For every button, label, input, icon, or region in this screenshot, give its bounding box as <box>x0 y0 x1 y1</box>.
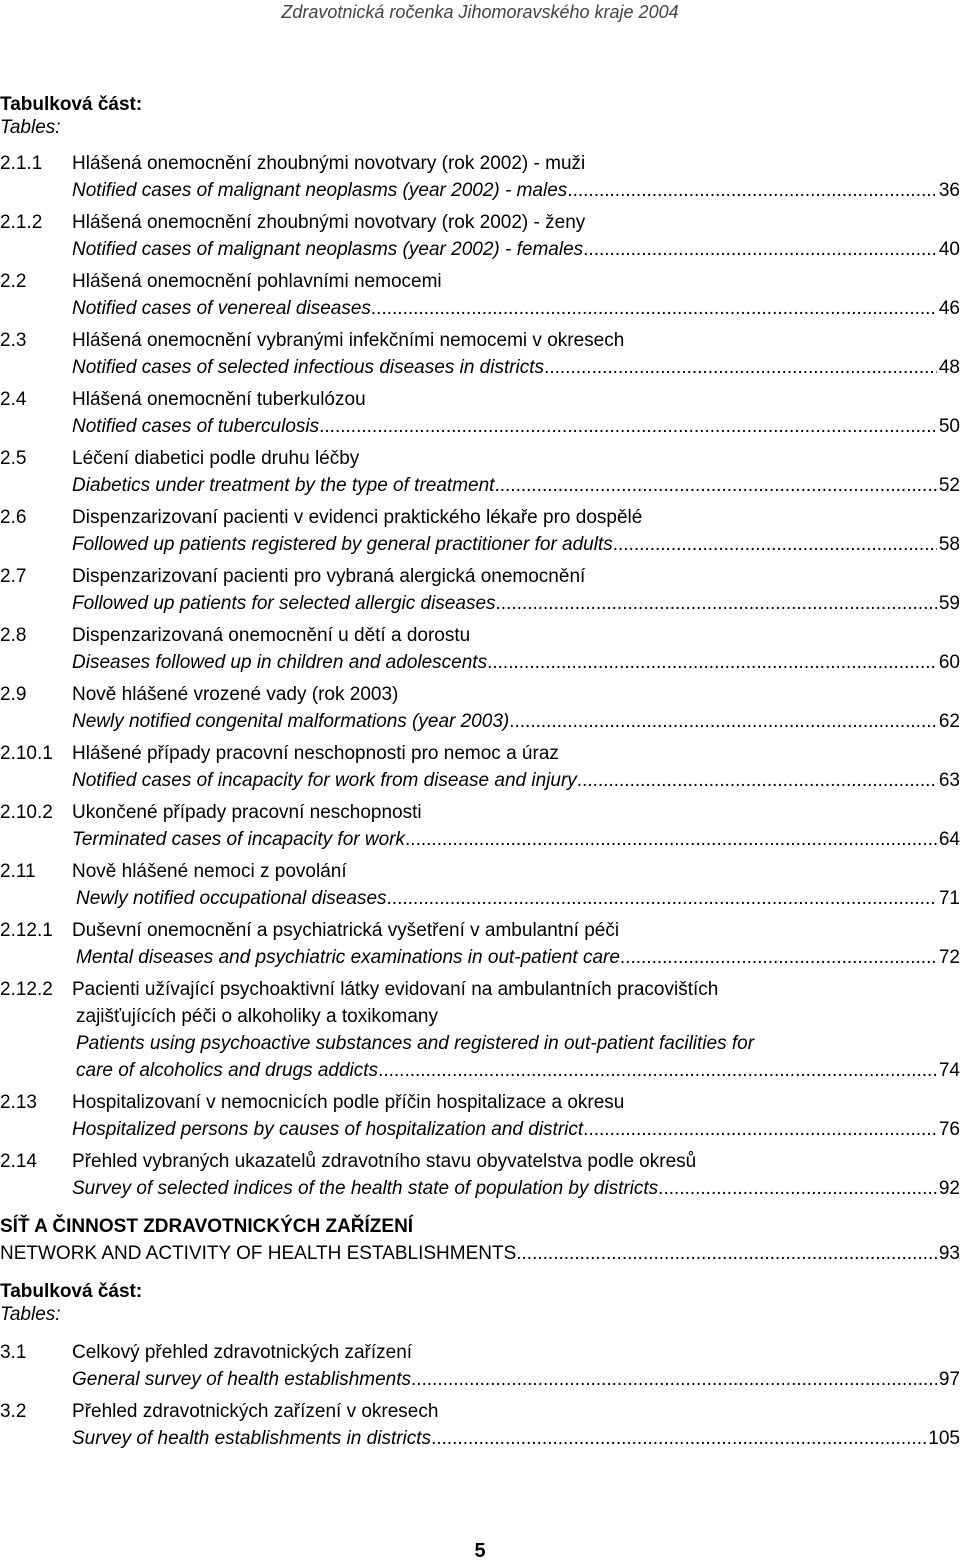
entry-number: 2.6 <box>0 507 27 528</box>
toc-entry-2-14[interactable] <box>0 1148 960 1202</box>
entry-number: 2.3 <box>0 330 27 351</box>
entry-title-cz: Léčení diabetici podle druhu léčby <box>72 448 360 469</box>
toc-entry-3-2[interactable] <box>0 1398 960 1452</box>
entry-title-cz: Nově hlášené vrozené vady (rok 2003) <box>72 684 399 705</box>
tables-heading-2-en: Tables: <box>0 1304 61 1325</box>
entry-page: 74 <box>938 1060 960 1081</box>
entry-page: 71 <box>938 888 960 909</box>
entry-title-en: Notified cases of malignant neoplasms (year 2002) - males <box>72 180 568 201</box>
entry-page: 64 <box>938 829 960 850</box>
toc-entry-2-6[interactable] <box>0 504 960 558</box>
dot-leader <box>613 531 937 558</box>
entry-number: 2.12.1 <box>0 920 53 941</box>
dot-leader <box>509 708 937 735</box>
entry-title-en: Followed up patients for selected allergic diseases <box>72 593 496 614</box>
tables-heading-2-cz: Tabulková část: <box>0 1281 143 1302</box>
entry-title-en: Notified cases of venereal diseases <box>72 298 371 319</box>
entry-title-en: Notified cases of malignant neoplasms (year 2002) - females <box>72 239 584 260</box>
tables-heading-2 <box>0 1281 960 1327</box>
entry-title-en: Diabetics under treatment by the type of treatment <box>72 475 495 496</box>
entry-number: 3.1 <box>0 1342 27 1363</box>
entry-title-en: Survey of health establishments in districts <box>72 1428 432 1449</box>
toc-entry-3-1[interactable] <box>0 1339 960 1393</box>
toc-entry-2-12-1[interactable] <box>0 917 960 971</box>
entry-number: 2.1.2 <box>0 212 43 233</box>
entry-page: 72 <box>938 947 960 968</box>
entry-title-cz: Dispenzarizovaná onemocnění u dětí a dorostu <box>72 625 471 646</box>
entry-title-en: Notified cases of incapacity for work from disease and injury <box>72 770 577 791</box>
entry-number: 2.9 <box>0 684 27 705</box>
entry-title-en: Survey of selected indices of the health state of population by districts <box>72 1178 659 1199</box>
entry-title-en: Mental diseases and psychiatric examinations in out-patient care <box>76 947 620 968</box>
dot-leader <box>583 1116 937 1143</box>
entry-number: 2.10.2 <box>0 802 53 823</box>
tables-heading <box>0 94 960 140</box>
tables-heading-cz: Tabulková část: <box>0 94 143 115</box>
toc-entry-2-1-1[interactable] <box>0 150 960 204</box>
entry-title-cz: Hlášená onemocnění vybranými infekčními nemocemi v okresech <box>72 330 625 351</box>
entry-title-cz: Dispenzarizovaní pacienti pro vybraná alergická onemocnění <box>72 566 586 587</box>
entry-title-cz: Celkový přehled zdravotnických zařízení <box>72 1342 413 1363</box>
entry-title-cz: Nově hlášené nemoci z povolání <box>72 861 347 882</box>
entry-title-cz-line2: zajišťujících péči o alkoholiky a toxikomany <box>76 1006 438 1027</box>
dot-leader <box>378 1057 937 1084</box>
entry-page: 92 <box>938 1178 960 1199</box>
entry-title-cz: Přehled zdravotnických zařízení v okresech <box>72 1401 439 1422</box>
entry-page: 62 <box>938 711 960 732</box>
entry-number: 2.7 <box>0 566 27 587</box>
entry-title-en-line1: Patients using psychoactive substances and registered in out-patient facilities for <box>76 1033 755 1054</box>
entry-number: 3.2 <box>0 1401 27 1422</box>
dot-leader <box>411 1366 937 1393</box>
dot-leader <box>405 826 937 853</box>
entry-title-cz: Hlášená onemocnění zhoubnými novotvary (rok 2002) - ženy <box>72 212 586 233</box>
entry-title-en: Newly notified congenital malformations (year 2003) <box>72 711 510 732</box>
toc-entry-2-7[interactable] <box>0 563 960 617</box>
entry-number: 2.8 <box>0 625 27 646</box>
entry-page: 76 <box>938 1119 960 1140</box>
entry-page: 60 <box>938 652 960 673</box>
entry-title-cz: Hlášená onemocnění tuberkulózou <box>72 389 366 410</box>
toc-entry-2-10-2[interactable] <box>0 799 960 853</box>
entry-page: 50 <box>938 416 960 437</box>
toc-entry-2-3[interactable] <box>0 327 960 381</box>
entry-page: 52 <box>938 475 960 496</box>
entry-title-cz: Hlášené případy pracovní neschopnosti pro nemoc a úraz <box>72 743 559 764</box>
entry-page: 46 <box>938 298 960 319</box>
entry-title-cz: Ukončené případy pracovní neschopnosti <box>72 802 422 823</box>
entry-page: 58 <box>938 534 960 555</box>
toc-entry-2-2[interactable] <box>0 268 960 322</box>
entry-page: 48 <box>938 357 960 378</box>
entry-number: 2.2 <box>0 271 27 292</box>
entry-title-en: Followed up patients registered by general practitioner for adults <box>72 534 613 555</box>
dot-leader <box>567 177 937 204</box>
toc-entry-2-12-2[interactable] <box>0 976 960 1084</box>
dot-leader <box>487 649 937 676</box>
dot-leader <box>544 354 937 381</box>
network-heading-en: NETWORK AND ACTIVITY OF HEALTH ESTABLISHMENTS <box>0 1243 517 1264</box>
entry-title-cz: Hospitalizovaní v nemocnicích podle příčin hospitalizace a okresu <box>72 1092 625 1113</box>
entry-page: 36 <box>938 180 960 201</box>
dot-leader <box>496 590 937 617</box>
toc-entry-2-10-1[interactable] <box>0 740 960 794</box>
dot-leader <box>577 767 937 794</box>
running-header: Zdravotnická ročenka Jihomoravského kraje 2004 <box>281 2 679 22</box>
entry-title-cz: Hlášená onemocnění pohlavními nemocemi <box>72 271 442 292</box>
network-heading-cz: SÍŤ A ČINNOST ZDRAVOTNICKÝCH ZAŘÍZENÍ <box>0 1216 414 1237</box>
entry-title-cz: Přehled vybraných ukazatelů zdravotního stavu obyvatelstva podle okresů <box>72 1151 697 1172</box>
entry-number: 2.14 <box>0 1151 37 1172</box>
dot-leader <box>516 1240 937 1267</box>
entry-number: 2.13 <box>0 1092 37 1113</box>
dot-leader <box>658 1175 937 1202</box>
entry-title-en: Hospitalized persons by causes of hospitalization and district <box>72 1119 584 1140</box>
toc-entry-2-8[interactable] <box>0 622 960 676</box>
toc-entry-network[interactable] <box>0 1240 960 1267</box>
toc-entry-2-13[interactable] <box>0 1089 960 1143</box>
page-number: 5 <box>474 1540 486 1562</box>
entry-number: 2.10.1 <box>0 743 53 764</box>
entry-title-en: Notified cases of tuberculosis <box>72 416 320 437</box>
dot-leader <box>431 1425 926 1452</box>
entry-number: 2.1.1 <box>0 153 43 174</box>
toc-entry-2-1-2[interactable] <box>0 209 960 263</box>
dot-leader <box>620 944 937 971</box>
entry-title-en: Terminated cases of incapacity for work <box>72 829 406 850</box>
entry-title-en: Notified cases of selected infectious diseases in districts <box>72 357 545 378</box>
entry-title-en: Newly notified occupational diseases <box>76 888 387 909</box>
entry-number: 2.11 <box>0 861 36 882</box>
entry-title-en-line2: care of alcoholics and drugs addicts <box>76 1060 379 1081</box>
entry-title-cz: Hlášená onemocnění zhoubnými novotvary (rok 2002) - muži <box>72 153 586 174</box>
entry-number: 2.12.2 <box>0 979 53 1000</box>
entry-page: 59 <box>938 593 960 614</box>
dot-leader <box>319 413 937 440</box>
entry-page: 105 <box>928 1428 960 1449</box>
toc-entry-2-4[interactable] <box>0 386 960 440</box>
entry-title-cz-line1: Pacienti užívající psychoaktivní látky evidovaní na ambulantních pracovištích <box>72 979 719 1000</box>
toc-entry-2-9[interactable] <box>0 681 960 735</box>
entry-title-cz: Dispenzarizovaní pacienti v evidenci praktického lékaře pro dospělé <box>72 507 643 528</box>
entry-title-en: General survey of health establishments <box>72 1369 412 1390</box>
dot-leader <box>387 885 937 912</box>
entry-page: 93 <box>938 1243 960 1264</box>
dot-leader <box>371 295 937 322</box>
entry-title-cz: Duševní onemocnění a psychiatrická vyšetření v ambulantní péči <box>72 920 620 941</box>
entry-number: 2.5 <box>0 448 27 469</box>
entry-page: 40 <box>938 239 960 260</box>
toc-entry-2-11[interactable] <box>0 858 960 912</box>
toc-entry-2-5[interactable] <box>0 445 960 499</box>
table-of-contents <box>0 94 960 1457</box>
entry-title-en: Diseases followed up in children and adolescents <box>72 652 488 673</box>
dot-leader <box>583 236 937 263</box>
entry-page: 97 <box>938 1369 960 1390</box>
dot-leader <box>494 472 936 499</box>
entry-number: 2.4 <box>0 389 27 410</box>
tables-heading-en: Tables: <box>0 117 61 138</box>
entry-page: 63 <box>938 770 960 791</box>
